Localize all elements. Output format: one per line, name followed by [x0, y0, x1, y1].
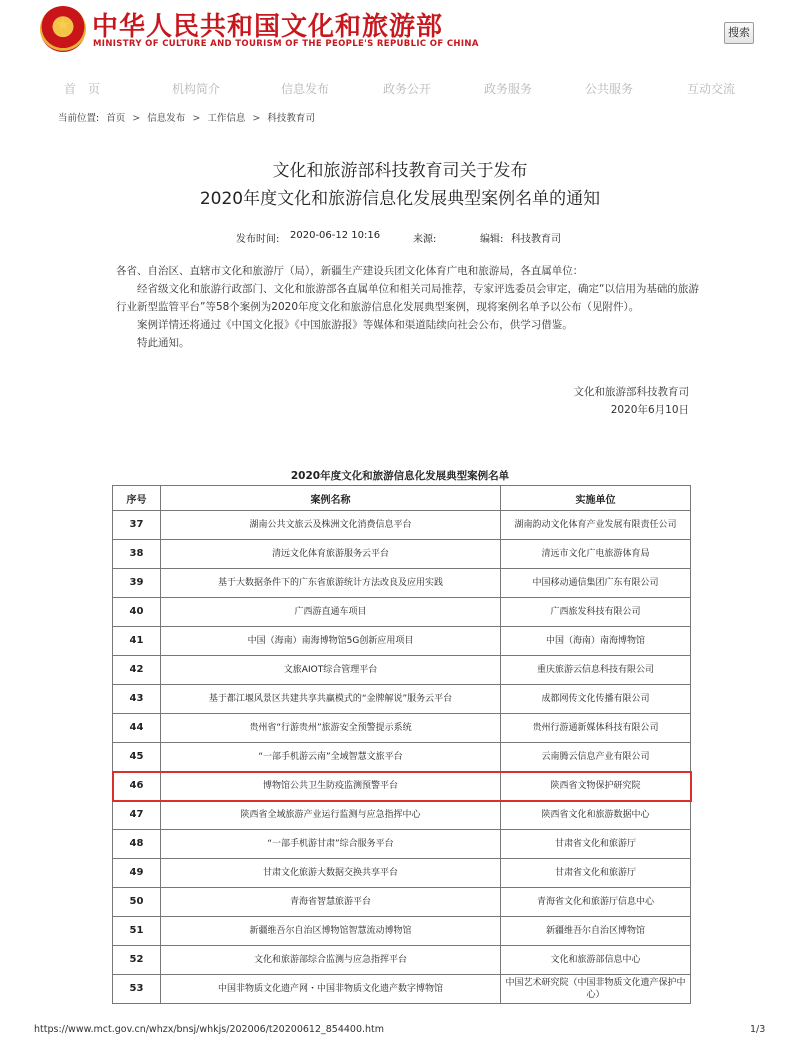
published-time: 2020-06-12 10:16: [290, 230, 381, 241]
source-label: 来源:: [413, 234, 437, 245]
cell-org: 甘肃省文化和旅游厅: [501, 859, 691, 888]
cell-org: 中国（海南）南海博物馆: [501, 627, 691, 656]
breadcrumb-label: 当前位置:: [58, 113, 100, 124]
table-row: [113, 540, 691, 569]
table-row: [113, 917, 691, 946]
site-name-cn[interactable]: 中华人民共和国文化和旅游部: [92, 12, 444, 42]
cell-case-name: 陕西省全域旅游产业运行监测与应急指挥中心: [161, 801, 501, 830]
cell-org: 文化和旅游部信息中心: [501, 946, 691, 975]
cell-no: 45: [113, 743, 161, 772]
cell-org: 贵州行游通新媒体科技有限公司: [501, 714, 691, 743]
main-nav: [0, 80, 800, 98]
table-row: [113, 598, 691, 627]
cell-no: 53: [113, 975, 161, 1004]
breadcrumb-dept[interactable]: 科技教育司: [267, 113, 315, 124]
nav-item-public-services[interactable]: 公共服务: [585, 82, 634, 96]
article-title-line1: 文化和旅游部科技教育司关于发布: [272, 161, 528, 181]
site-name-en: MINISTRY OF CULTURE AND TOURISM OF THE PEOPLE'S REPUBLIC OF CHINA: [93, 39, 479, 49]
cell-org: 中国移动通信集团广东有限公司: [501, 569, 691, 598]
cell-no: 47: [113, 801, 161, 830]
nav-item-gov-affairs[interactable]: 政务公开: [383, 82, 432, 96]
published-label: 发布时间:: [236, 234, 280, 245]
cell-org: 广西旅发科技有限公司: [501, 598, 691, 627]
search-button[interactable]: 搜索: [724, 22, 754, 44]
cell-no: 38: [113, 540, 161, 569]
cell-case-name: 新疆维吾尔自治区博物馆智慧流动博物馆: [161, 917, 501, 946]
table-row: [113, 975, 691, 1004]
nav-item-home[interactable]: 首 页: [64, 82, 101, 96]
table-row: [113, 888, 691, 917]
table-row: [113, 830, 691, 859]
page-url: https://www.mct.gov.cn/whzx/bnsj/whkjs/202006/t20200612_854400.htm: [34, 1024, 385, 1035]
editor-value: 科技教育司: [511, 234, 561, 245]
table-row: [113, 685, 691, 714]
cell-no: 41: [113, 627, 161, 656]
breadcrumb-home[interactable]: 首页: [106, 113, 126, 124]
cell-no: 51: [113, 917, 161, 946]
cell-case-name: 湖南公共文旅云及株洲文化消费信息平台: [161, 511, 501, 540]
body-paragraph: 案例详情还将通过《中国文化报》《中国旅游报》等媒体和渠道陆续向社会公布，供学习借鉴。: [116, 319, 573, 331]
cell-no: 39: [113, 569, 161, 598]
table-row: [113, 859, 691, 888]
site-header: [0, 0, 800, 70]
cell-no: 46: [113, 772, 161, 801]
article-title-line2: 2020年度文化和旅游信息化发展典型案例名单的通知: [199, 189, 601, 209]
cell-no: 49: [113, 859, 161, 888]
header-no: 序号: [113, 486, 161, 511]
table-header-row: [113, 486, 691, 511]
nav-item-about[interactable]: 机构简介: [172, 82, 221, 96]
cell-org: 湖南韵动文化体育产业发展有限责任公司: [501, 511, 691, 540]
table-row: [113, 946, 691, 975]
cell-case-name: 清远文化体育旅游服务云平台: [161, 540, 501, 569]
nav-item-interaction[interactable]: 互动交流: [687, 82, 736, 96]
case-table: [112, 485, 691, 1004]
cell-no: 37: [113, 511, 161, 540]
cell-no: 52: [113, 946, 161, 975]
cell-org: 陕西省文化和旅游数据中心: [501, 801, 691, 830]
cell-case-name: 基于大数据条件下的广东省旅游统计方法改良及应用实践: [161, 569, 501, 598]
cell-org: 成都网传文化传播有限公司: [501, 685, 691, 714]
signature-org: 文化和旅游部科技教育司: [573, 386, 689, 398]
table-row: [113, 801, 691, 830]
cell-org: 陕西省文物保护研究院: [501, 772, 691, 801]
table-row-highlighted: [113, 772, 691, 801]
breadcrumb-work-info[interactable]: 工作信息: [207, 113, 246, 124]
breadcrumb-news[interactable]: 信息发布: [147, 113, 186, 124]
cell-case-name: 文旅AIOT综合管理平台: [161, 656, 501, 685]
article-body: [116, 262, 706, 352]
breadcrumb: [58, 110, 319, 124]
cell-org: 云南腾云信息产业有限公司: [501, 743, 691, 772]
cell-case-name: 中国（海南）南海博物馆5G创新应用项目: [161, 627, 501, 656]
cell-case-name: 文化和旅游部综合监测与应急指挥平台: [161, 946, 501, 975]
cell-case-name: 青海省智慧旅游平台: [161, 888, 501, 917]
nav-item-news[interactable]: 信息发布: [281, 82, 330, 96]
cell-case-name: 中国非物质文化遗产网・中国非物质文化遗产数字博物馆: [161, 975, 501, 1004]
table-row: [113, 569, 691, 598]
cell-no: 44: [113, 714, 161, 743]
cell-org: 青海省文化和旅游厅信息中心: [501, 888, 691, 917]
cell-no: 42: [113, 656, 161, 685]
cell-no: 40: [113, 598, 161, 627]
cell-case-name: “一部手机游甘肃”综合服务平台: [161, 830, 501, 859]
header-org: 实施单位: [501, 486, 691, 511]
cell-org: 中国艺术研究院（中国非物质文化遗产保护中心）: [501, 975, 691, 1004]
cell-case-name: 广西游直通车项目: [161, 598, 501, 627]
table-row: [113, 511, 691, 540]
breadcrumb-separator: >: [132, 113, 141, 124]
editor-label: 编辑:: [480, 234, 504, 245]
cell-case-name: 贵州省“行游贵州”旅游安全预警提示系统: [161, 714, 501, 743]
signature-date: 2020年6月10日: [610, 404, 689, 416]
page-number: 1/3: [750, 1024, 766, 1035]
cell-case-name: 基于都江堰风景区共建共享共赢模式的“金牌解说”服务云平台: [161, 685, 501, 714]
body-paragraph: 经省级文化和旅游行政部门、文化和旅游部各直属单位和相关司局推荐，专家评选委员会审定，确定“以信用为基础的旅游行业新型监管平台”等58个案例为2020年度文化和旅游信息化发展典型案例，现将案例名单予以公布（见附件）。: [116, 283, 699, 313]
nav-item-gov-services[interactable]: 政务服务: [484, 82, 533, 96]
case-table-title: 2020年度文化和旅游信息化发展典型案例名单: [290, 470, 510, 482]
table-row: [113, 627, 691, 656]
cell-case-name: “一部手机游云南”全域智慧文旅平台: [161, 743, 501, 772]
cell-no: 50: [113, 888, 161, 917]
cell-org: 新疆维吾尔自治区博物馆: [501, 917, 691, 946]
cell-org: 甘肃省文化和旅游厅: [501, 830, 691, 859]
breadcrumb-separator: >: [252, 113, 261, 124]
national-emblem-icon: ★: [40, 6, 86, 52]
cell-case-name: 甘肃文化旅游大数据交换共享平台: [161, 859, 501, 888]
table-row: [113, 743, 691, 772]
cell-no: 48: [113, 830, 161, 859]
body-paragraph: 特此通知。: [116, 337, 190, 349]
table-row: [113, 714, 691, 743]
cell-case-name: 博物馆公共卫生防疫监测预警平台: [161, 772, 501, 801]
cell-org: 重庆旅游云信息科技有限公司: [501, 656, 691, 685]
cell-no: 43: [113, 685, 161, 714]
breadcrumb-separator: >: [192, 113, 201, 124]
header-case-name: 案例名称: [161, 486, 501, 511]
cell-org: 清远市文化广电旅游体育局: [501, 540, 691, 569]
body-paragraph: 各省、自治区、直辖市文化和旅游厅（局），新疆生产建设兵团文化体育广电和旅游局，各直属单位：: [116, 265, 584, 277]
table-row: [113, 656, 691, 685]
